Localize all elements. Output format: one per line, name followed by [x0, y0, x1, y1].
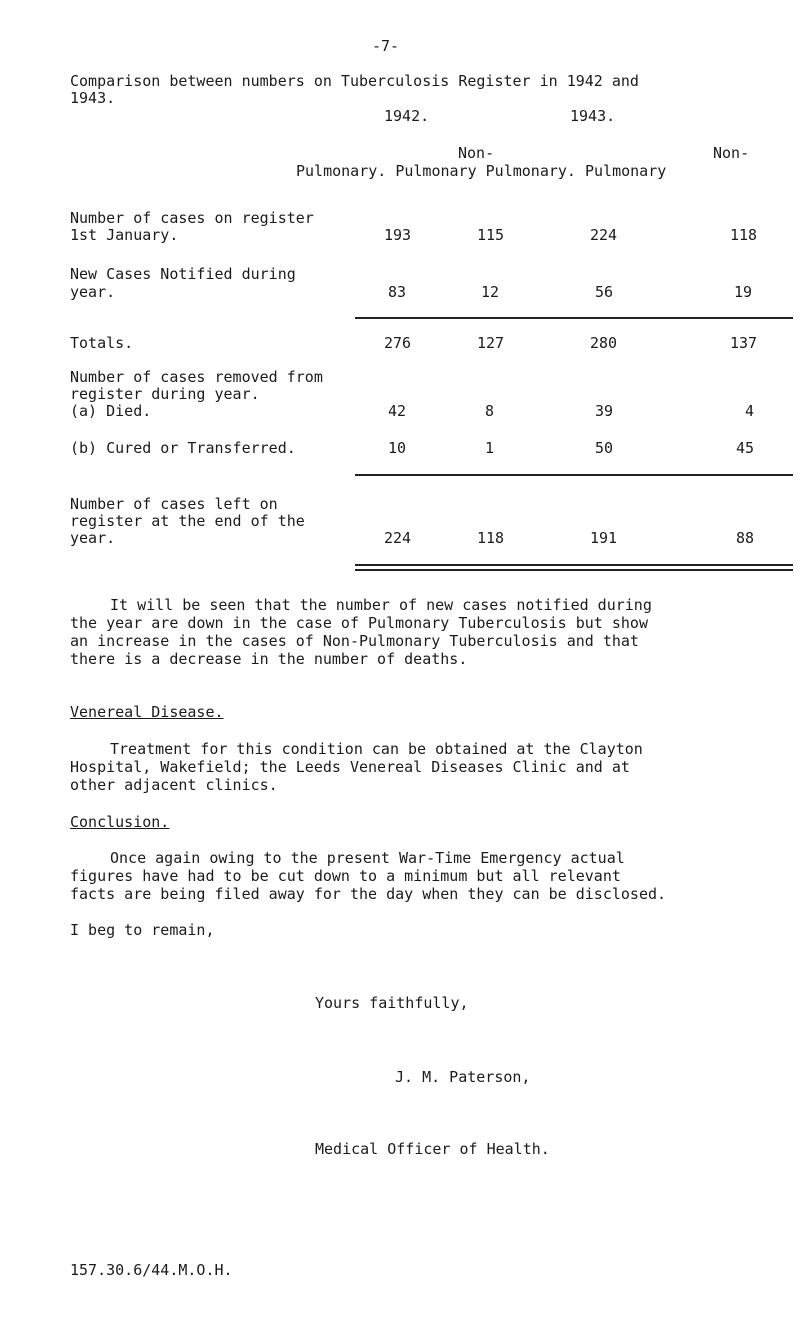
table-cell: 12 [481, 283, 500, 301]
signature-name: J. M. Paterson, [395, 1068, 531, 1086]
table-cell: 83 [388, 283, 407, 301]
section-title-conclusion: Conclusion. [70, 813, 170, 831]
paragraph-line: there is a decrease in the number of deaths. [70, 650, 468, 668]
print-reference: 157.30.6/44.M.O.H. [70, 1261, 233, 1279]
table-cell: 4 [745, 402, 755, 420]
column-headers: Pulmonary. Pulmonary Pulmonary. Pulmonary [296, 162, 667, 180]
row-label-line: Totals. [70, 334, 134, 352]
row-label-line: register during year. [70, 385, 260, 403]
table-cell: 118 [730, 226, 758, 244]
row-label-line: Number of cases on register [70, 209, 314, 227]
table-cell: 8 [485, 402, 495, 420]
row-label-line: (a) Died. [70, 402, 152, 420]
table-cell: 50 [595, 439, 614, 457]
table-cell: 224 [384, 529, 412, 547]
section-title-venereal-disease: Venereal Disease. [70, 703, 224, 721]
table-cell: 193 [384, 226, 412, 244]
table-heading-line1: Comparison between numbers on Tuberculosis Register in 1942 and [70, 72, 639, 90]
table-cell: 19 [734, 283, 753, 301]
col-nonpulm-1943-top: Non- [713, 144, 750, 162]
row-label-line: New Cases Notified during [70, 265, 296, 283]
table-cell: 42 [388, 402, 407, 420]
paragraph-line: the year are down in the case of Pulmonary Tuberculosis but show [70, 614, 648, 632]
paragraph-line: Hospital, Wakefield; the Leeds Venereal Diseases Clinic and at [70, 758, 630, 776]
table-cell: 191 [590, 529, 618, 547]
row-label-line: year. [70, 283, 116, 301]
table-cell: 127 [477, 334, 505, 352]
table-cell: 280 [590, 334, 618, 352]
table-cell: 10 [388, 439, 407, 457]
table-heading-line2: 1943. [70, 89, 116, 107]
table-rule [355, 474, 793, 476]
page-number: -7- [372, 37, 400, 55]
closing-line: I beg to remain, [70, 921, 215, 939]
paragraph-line: other adjacent clinics. [70, 776, 278, 794]
table-cell: 56 [595, 283, 614, 301]
table-cell: 118 [477, 529, 505, 547]
table-cell: 224 [590, 226, 618, 244]
row-label-line: register at the end of the [70, 512, 305, 530]
paragraph-line: It will be seen that the number of new cases notified during [110, 596, 652, 614]
row-label-line: Number of cases left on [70, 495, 278, 513]
table-cell: 88 [736, 529, 755, 547]
table-rule [355, 569, 793, 571]
paragraph-line: facts are being filed away for the day when they can be disclosed. [70, 885, 667, 903]
table-rule [355, 317, 793, 319]
table-cell: 1 [485, 439, 495, 457]
table-cell: 39 [595, 402, 614, 420]
table-cell: 115 [477, 226, 505, 244]
table-rule [355, 564, 793, 566]
table-cell: 137 [730, 334, 758, 352]
row-label-line: Number of cases removed from [70, 368, 323, 386]
year-1942-header: 1942. [384, 107, 430, 125]
signature-title: Medical Officer of Health. [315, 1140, 550, 1158]
paragraph-line: an increase in the cases of Non-Pulmonary Tuberculosis and that [70, 632, 639, 650]
row-label-line: (b) Cured or Transferred. [70, 439, 296, 457]
table-cell: 45 [736, 439, 755, 457]
row-label-line: year. [70, 529, 116, 547]
paragraph-line: Treatment for this condition can be obtained at the Clayton [110, 740, 643, 758]
year-1943-header: 1943. [570, 107, 616, 125]
paragraph-line: figures have had to be cut down to a minimum but all relevant [70, 867, 621, 885]
col-nonpulm-1942-top: Non- [458, 144, 495, 162]
table-cell: 276 [384, 334, 412, 352]
paragraph-line: Once again owing to the present War-Time Emergency actual [110, 849, 625, 867]
signoff: Yours faithfully, [315, 994, 469, 1012]
row-label-line: 1st January. [70, 226, 179, 244]
